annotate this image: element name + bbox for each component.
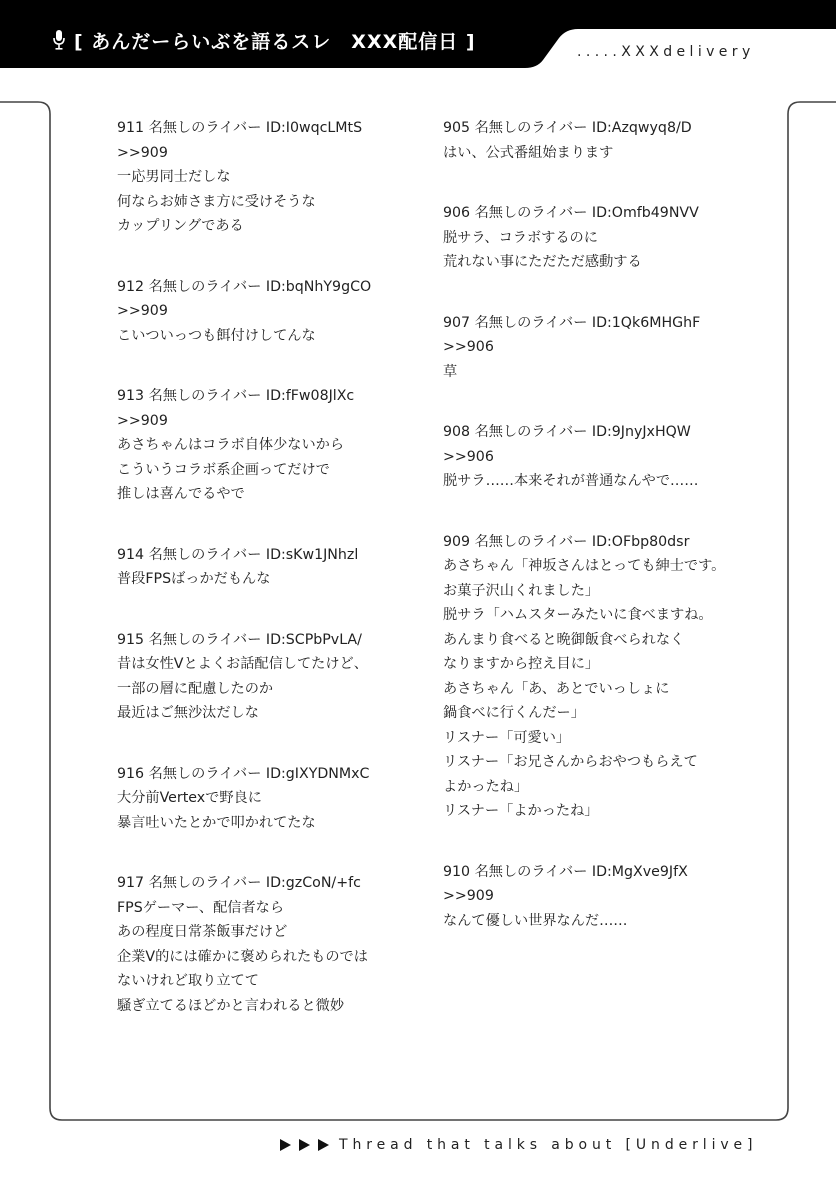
post-line: 鍋食べに行くんだー」 (443, 705, 585, 721)
post-line: 脱サラ「ハムスターみたいに食べますね。 (443, 607, 713, 623)
post-line: >>906 (443, 339, 494, 355)
post-line: 最近はご無沙汰だしな (117, 705, 259, 721)
post-header: 912 名無しのライバー ID:bqNhY9gCO (117, 278, 372, 295)
post-912 (117, 275, 447, 349)
post-line: 脱サラ、コラボするのに (443, 229, 598, 246)
post-line: 一応男同士だしな (117, 169, 231, 185)
play-arrow-icon (318, 1139, 329, 1151)
post-line: あんまり食べると晩御飯食べられなく (443, 631, 685, 648)
post-line: 企業V的には確かに褒められたものでは (117, 948, 368, 965)
post-line: あさちゃん「神坂さんはとっても紳士です。 (443, 558, 726, 574)
post-line: 昔は女性Vとよくお話配信してたけど、 (117, 656, 368, 672)
microphone-icon (52, 29, 66, 51)
post-907 (443, 311, 773, 385)
post-line: こいついっつも餌付けしてんな (117, 327, 316, 344)
post-906 (443, 201, 773, 275)
post-line: 一部の層に配慮したのか (117, 680, 274, 697)
post-line: 大分前Vertexで野良に (117, 790, 262, 806)
post-header: 909 名無しのライバー ID:OFbp80dsr (443, 533, 690, 550)
post-line: >>906 (443, 448, 494, 465)
page-title (52, 26, 476, 54)
post-line: ないけれど取り立てて (117, 973, 259, 989)
post-line: なりますから控え目に」 (443, 656, 600, 672)
post-header: 906 名無しのライバー ID:Omfb49NVV (443, 205, 699, 221)
post-line: カップリングである (117, 218, 244, 234)
post-header: 911 名無しのライバー ID:I0wqcLMtS (117, 120, 363, 136)
post-915 (117, 628, 447, 726)
post-line: >>909 (117, 303, 168, 319)
post-line: 草 (443, 363, 458, 380)
post-916 (117, 762, 447, 836)
post-line: 脱サラ……本来それが普通なんやで…… (443, 473, 699, 489)
subtitle: .....XXXdelivery (577, 44, 755, 60)
post-header: 913 名無しのライバー ID:fFw08JlXc (117, 388, 355, 404)
post-header: 910 名無しのライバー ID:MgXve9JfX (443, 863, 688, 880)
post-header: 907 名無しのライバー ID:1Qk6MHGhF (443, 314, 701, 331)
post-908 (443, 420, 773, 494)
post-line: リスナー「お兄さんからおやつもらえて (443, 754, 698, 770)
post-909 (443, 530, 773, 824)
post-line: FPSゲーマー、配信者なら (117, 899, 285, 916)
post-905 (443, 116, 773, 165)
post-914 (117, 543, 447, 592)
post-header: 905 名無しのライバー ID:Azqwyq8/D (443, 120, 692, 136)
post-line: なんて優しい世界なんだ…… (443, 912, 628, 929)
post-line: 騒ぎ立てるほどかと言われると微妙 (117, 997, 345, 1014)
left-column (117, 116, 447, 1054)
title-text: [ あんだーらいぶを語るスレ XXX配信日 ] (74, 30, 476, 53)
post-911 (117, 116, 447, 239)
post-header: 917 名無しのライバー ID:gzCoN/+fc (117, 875, 361, 891)
post-line: 普段FPSばっかだもんな (117, 571, 271, 587)
post-line: >>909 (117, 412, 168, 429)
post-line: リスナー「可愛い」 (443, 729, 571, 746)
post-line: あの程度日常茶飯事だけど (117, 924, 288, 940)
post-line: お菓子沢山くれました」 (443, 582, 600, 599)
post-line: リスナー「よかったね」 (443, 803, 599, 819)
post-913 (117, 384, 447, 507)
post-line: >>909 (117, 144, 168, 161)
post-line: よかったね」 (443, 778, 529, 795)
post-910 (443, 860, 773, 934)
post-line: 何ならお姉さま方に受けそうな (117, 193, 316, 210)
right-column (443, 116, 773, 969)
footer (280, 1137, 757, 1153)
post-line: あさちゃん「あ、あとでいっしょに (443, 680, 670, 697)
post-header: 908 名無しのライバー ID:9JnyJxHQW (443, 424, 691, 440)
post-line: はい、公式番組始まります (443, 144, 614, 161)
post-line: >>909 (443, 888, 494, 904)
post-line: こういうコラボ系企画ってだけで (117, 461, 330, 478)
play-arrow-icon (299, 1139, 310, 1151)
post-917 (117, 871, 447, 1018)
footer-text: Thread that talks about [Underlive] (339, 1137, 758, 1153)
post-line: あさちゃんはコラボ自体少ないから (117, 437, 345, 453)
post-header: 915 名無しのライバー ID:SCPbPvLA/ (117, 631, 362, 648)
post-header: 916 名無しのライバー ID:gIXYDNMxC (117, 765, 370, 782)
play-arrow-icon (280, 1139, 291, 1151)
post-header: 914 名無しのライバー ID:sKw1JNhzl (117, 546, 359, 563)
post-line: 暴言吐いたとかで叩かれてたな (117, 814, 316, 831)
post-line: 荒れない事にただただ感動する (443, 254, 642, 270)
post-line: 推しは喜んでるやで (117, 486, 245, 502)
